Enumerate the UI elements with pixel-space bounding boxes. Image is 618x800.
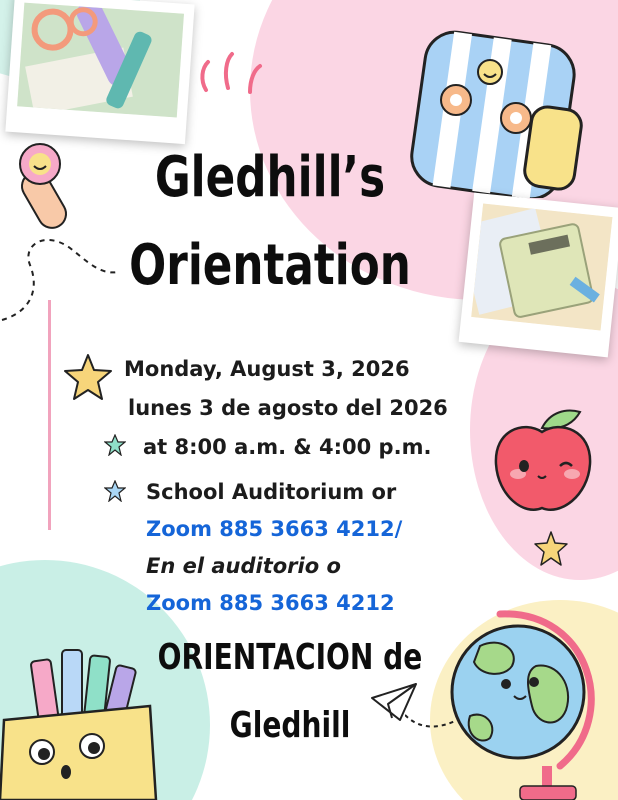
bottom-title-line2: Gledhill (229, 705, 351, 746)
date-english: Monday, August 3, 2026 (124, 357, 410, 381)
calculator-photo (459, 193, 618, 358)
flyer-title-line1: Gledhill’s (154, 145, 386, 210)
pencil-case-photo (5, 0, 194, 144)
star-icon-small-blue (104, 480, 126, 502)
apple-icon (484, 400, 604, 520)
flyer-title-line2: Orientation (129, 233, 411, 298)
globe-icon (440, 606, 618, 800)
zoom-link-2[interactable]: Zoom 885 3663 4212 (146, 591, 395, 615)
star-icon-small-teal (104, 434, 126, 456)
star-icon (62, 352, 114, 402)
sparkle-lines-icon (198, 50, 268, 100)
event-time: at 8:00 a.m. & 4:00 p.m. (143, 435, 432, 459)
location-spanish: En el auditorio o (146, 554, 341, 578)
date-spanish: lunes 3 de agosto del 2026 (128, 396, 448, 420)
zoom-link-1[interactable]: Zoom 885 3663 4212/ (146, 517, 403, 541)
pink-divider-line (48, 300, 51, 530)
star-icon-gold-right (532, 530, 570, 568)
location-english: School Auditorium or (146, 480, 397, 504)
bottom-title-line1: ORIENTACION de (157, 637, 423, 678)
